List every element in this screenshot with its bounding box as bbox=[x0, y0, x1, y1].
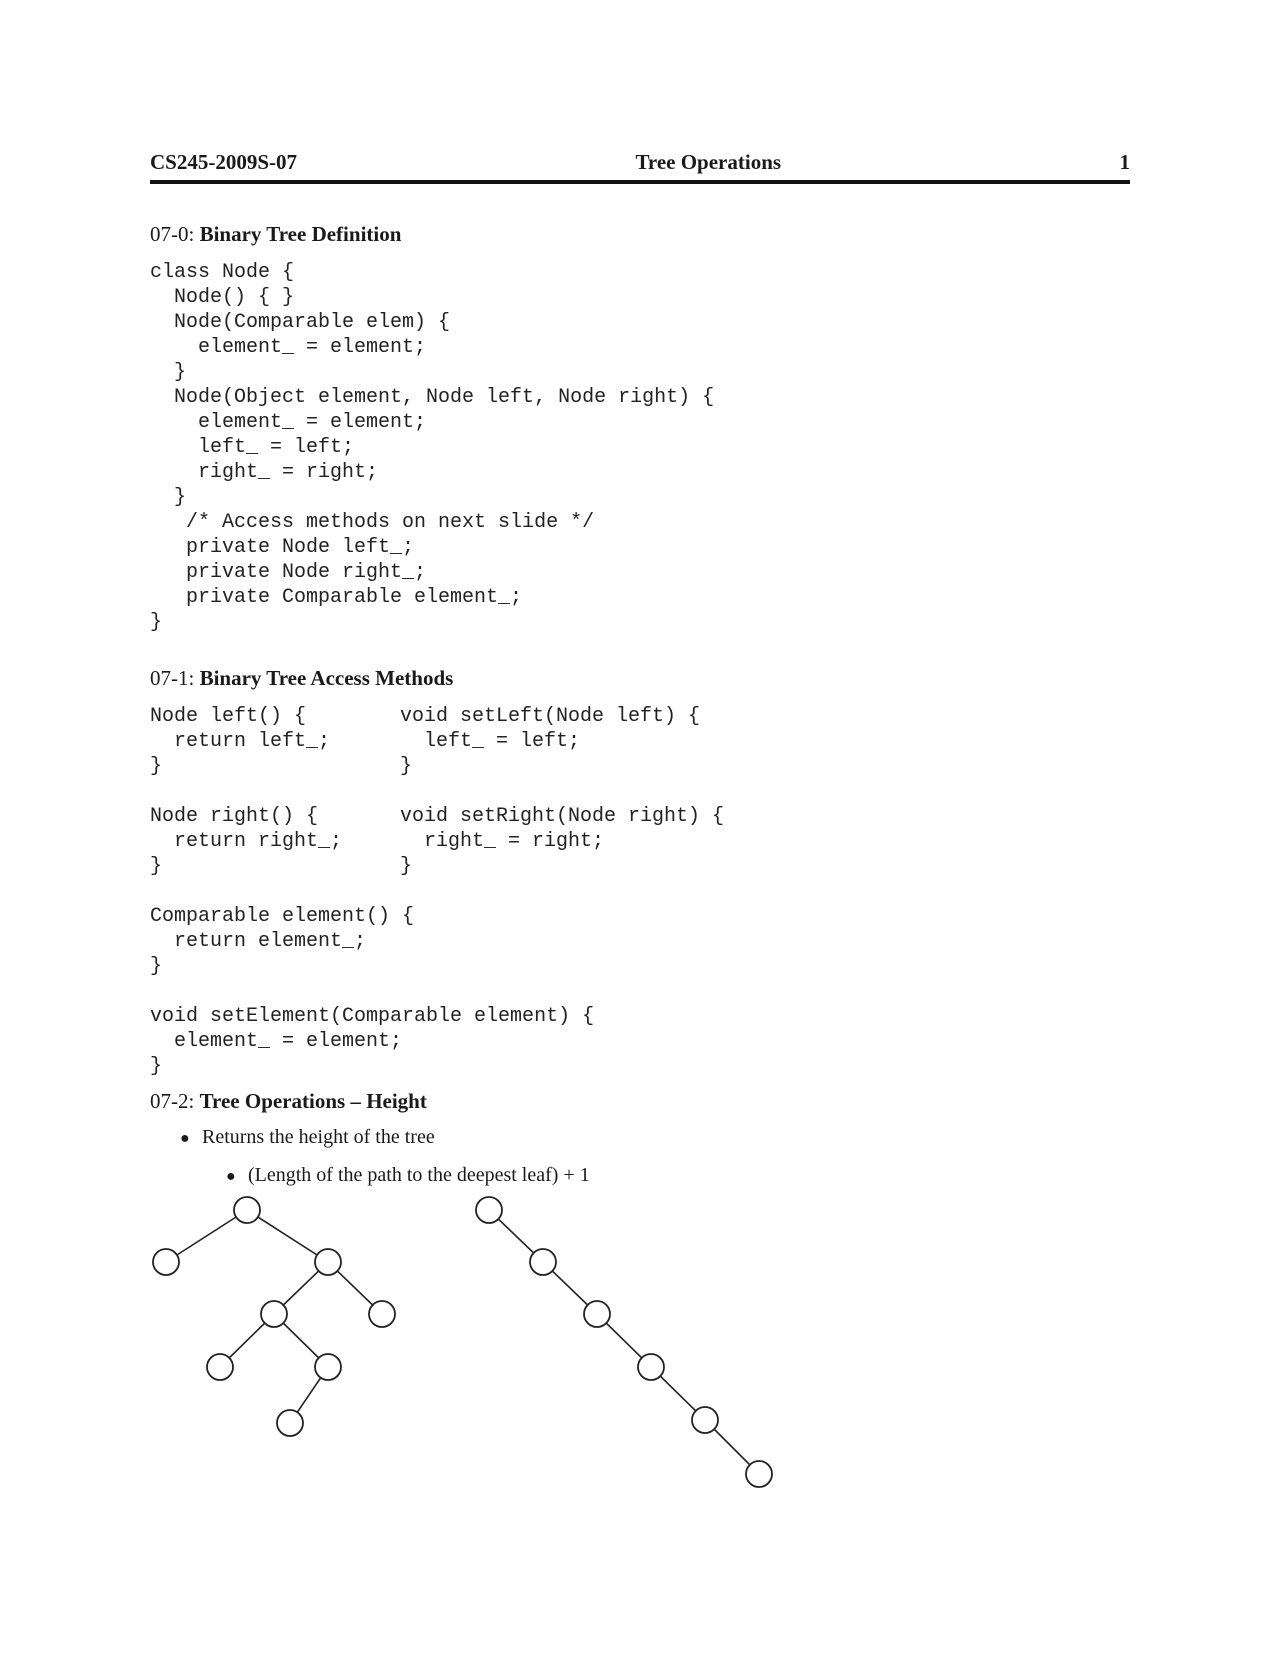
bullet-text: Returns the height of the tree bbox=[202, 1126, 435, 1148]
bullet-icon: ● bbox=[226, 1168, 236, 1185]
balanced-tree bbox=[153, 1197, 395, 1436]
course-code: CS245-2009S-07 bbox=[150, 150, 298, 174]
section-title-access-methods bbox=[150, 666, 453, 691]
code-setters: void setLeft(Node left) { left_ = left; } void setRight(Node right) { right_ = right; } bbox=[400, 705, 725, 878]
section-heading: Tree Operations – Height bbox=[199, 1089, 427, 1113]
tree-node bbox=[584, 1301, 610, 1327]
tree-node bbox=[476, 1197, 502, 1223]
section-number: 07-0: bbox=[150, 222, 195, 246]
code-node-class: class Node { Node() { } Node(Comparable elem) { element_ = element; } Node(Object element, Node left, Node right) { element_ = element; left_ = left; right_ = right; } /* Access methods on next slide */ private Node left_; private Node right_; private Comparable element_; } bbox=[150, 261, 715, 634]
tree-node bbox=[277, 1410, 303, 1436]
section-title-binary-tree-definition bbox=[150, 222, 401, 247]
code-element-methods: Comparable element() { return element_; } void setElement(Comparable element) { element_ = element; } bbox=[150, 905, 595, 1078]
tree-node bbox=[530, 1249, 556, 1275]
bullet-text: (Length of the path to the deepest leaf) + 1 bbox=[248, 1164, 590, 1186]
code-getters: Node left() { return left_; } Node right() { return right_; } bbox=[150, 705, 343, 878]
header-rule bbox=[150, 180, 1130, 184]
section-heading: Binary Tree Definition bbox=[199, 222, 402, 246]
section-heading: Binary Tree Access Methods bbox=[199, 666, 454, 690]
tree-node bbox=[315, 1249, 341, 1275]
degenerate-tree bbox=[476, 1197, 772, 1487]
tree-node bbox=[638, 1354, 664, 1380]
tree-node bbox=[207, 1354, 233, 1380]
section-number: 07-2: bbox=[150, 1089, 195, 1113]
tree-node bbox=[692, 1407, 718, 1433]
tree-node bbox=[261, 1301, 287, 1327]
bullet-item bbox=[180, 1126, 435, 1149]
page-header bbox=[150, 150, 1130, 175]
tree-node bbox=[369, 1301, 395, 1327]
page-number: 1 bbox=[1119, 150, 1130, 174]
tree-diagrams bbox=[140, 1190, 790, 1510]
section-title-height bbox=[150, 1089, 427, 1114]
section-number: 07-1: bbox=[150, 666, 195, 690]
bullet-icon: ● bbox=[180, 1130, 190, 1147]
tree-node bbox=[315, 1354, 341, 1380]
header-title: Tree Operations bbox=[635, 150, 782, 174]
tree-node bbox=[153, 1249, 179, 1275]
bullet-item bbox=[226, 1164, 590, 1187]
tree-node bbox=[234, 1197, 260, 1223]
tree-node bbox=[746, 1461, 772, 1487]
